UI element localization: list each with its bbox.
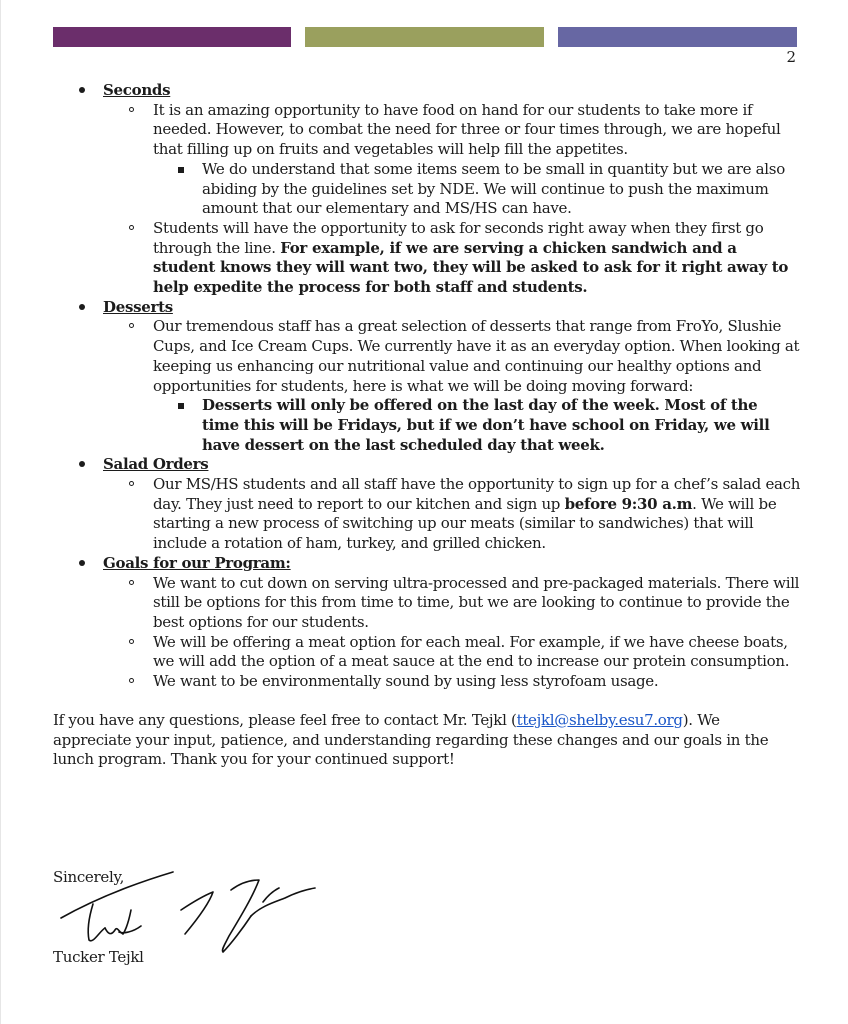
- circle-bullet-icon: [129, 225, 134, 230]
- page-number: 2: [786, 48, 796, 66]
- closing-paragraph: If you have any questions, please feel free to contact Mr. Tejkl (ttejkl@shelby.esu7.org). We appreciate your input, patience, and understanding regarding these changes and our goals in the lunch program. Thank you for your continued support!: [53, 710, 769, 769]
- square-bullet-icon: [178, 167, 184, 173]
- circle-bullet-icon: [129, 639, 134, 644]
- list-item: Our tremendous staff has a great selection of desserts that range from FroYo, Slushie Cups, and Ice Cream Cups. We currently have it as an everyday option. When looking at keeping us enhancing our nutritional value and continuing our healthy options and opportunities for students, here is what we will be doing moving forward:: [1, 317, 848, 396]
- signer-name: Tucker Tejkl: [53, 948, 144, 966]
- section-heading-desserts: Desserts: [1, 298, 848, 318]
- header-bar-olive: [305, 27, 544, 47]
- list-item: It is an amazing opportunity to have food on hand for our students to take more if needed. However, to combat the need for three or four times through, we are hopeful that filling up on fruits and vegetables will help fill the appetites.: [1, 101, 848, 160]
- circle-bullet-icon: [129, 678, 134, 683]
- list-item: Our MS/HS students and all staff have the opportunity to sign up for a chef’s salad each day. They just need to report to our kitchen and sign up before 9:30 a.m. We will be starting a new process of switching up our meats (similar to sandwiches) that will include a rotation of ham, turkey, and grilled chicken.: [1, 475, 848, 554]
- square-bullet-icon: [178, 403, 184, 409]
- circle-bullet-icon: [129, 323, 134, 328]
- list-item: We will be offering a meat option for each meal. For example, if we have cheese boats, we will add the option of a meat sauce at the end to increase our protein consumption.: [1, 633, 848, 672]
- circle-bullet-icon: [129, 107, 134, 112]
- bullet-dot-icon: [79, 87, 85, 93]
- sincerely-text: Sincerely,: [53, 868, 125, 886]
- list-subitem: Desserts will only be offered on the last day of the week. Most of the time this will be Fridays, but if we don’t have school on Friday, we will have dessert on the last scheduled day that week.: [1, 396, 848, 455]
- letter-body: [1, 81, 848, 770]
- bullet-dot-icon: [79, 560, 85, 566]
- list-subitem: We do understand that some items seem to be small in quantity but we are also abiding by the guidelines set by NDE. We will continue to push the maximum amount that our elementary and MS/HS can have.: [1, 160, 848, 219]
- section-heading-goals: Goals for our Program:: [1, 554, 848, 574]
- header-bar-purple: [53, 27, 291, 47]
- bullet-dot-icon: [79, 461, 85, 467]
- circle-bullet-icon: [129, 580, 134, 585]
- list-item: We want to cut down on serving ultra-processed and pre-packaged materials. There will still be options for this from time to time, but we are looking to continue to provide the best options for our students.: [1, 574, 848, 633]
- list-item: We want to be environmentally sound by using less styrofoam usage.: [1, 672, 848, 692]
- section-heading-salad-orders: Salad Orders: [1, 455, 848, 475]
- header-bar-blue: [558, 27, 797, 47]
- section-heading-seconds: Seconds: [1, 81, 848, 101]
- handwritten-signature: [53, 862, 333, 962]
- email-link[interactable]: ttejkl@shelby.esu7.org: [516, 710, 683, 729]
- bullet-dot-icon: [79, 304, 85, 310]
- list-item: Students will have the opportunity to ask for seconds right away when they first go through the line. For example, if we are serving a chicken sandwich and a student knows they will want two, they will be asked to ask for it right away to help expedite the process for both staff and students.: [1, 219, 848, 298]
- circle-bullet-icon: [129, 481, 134, 486]
